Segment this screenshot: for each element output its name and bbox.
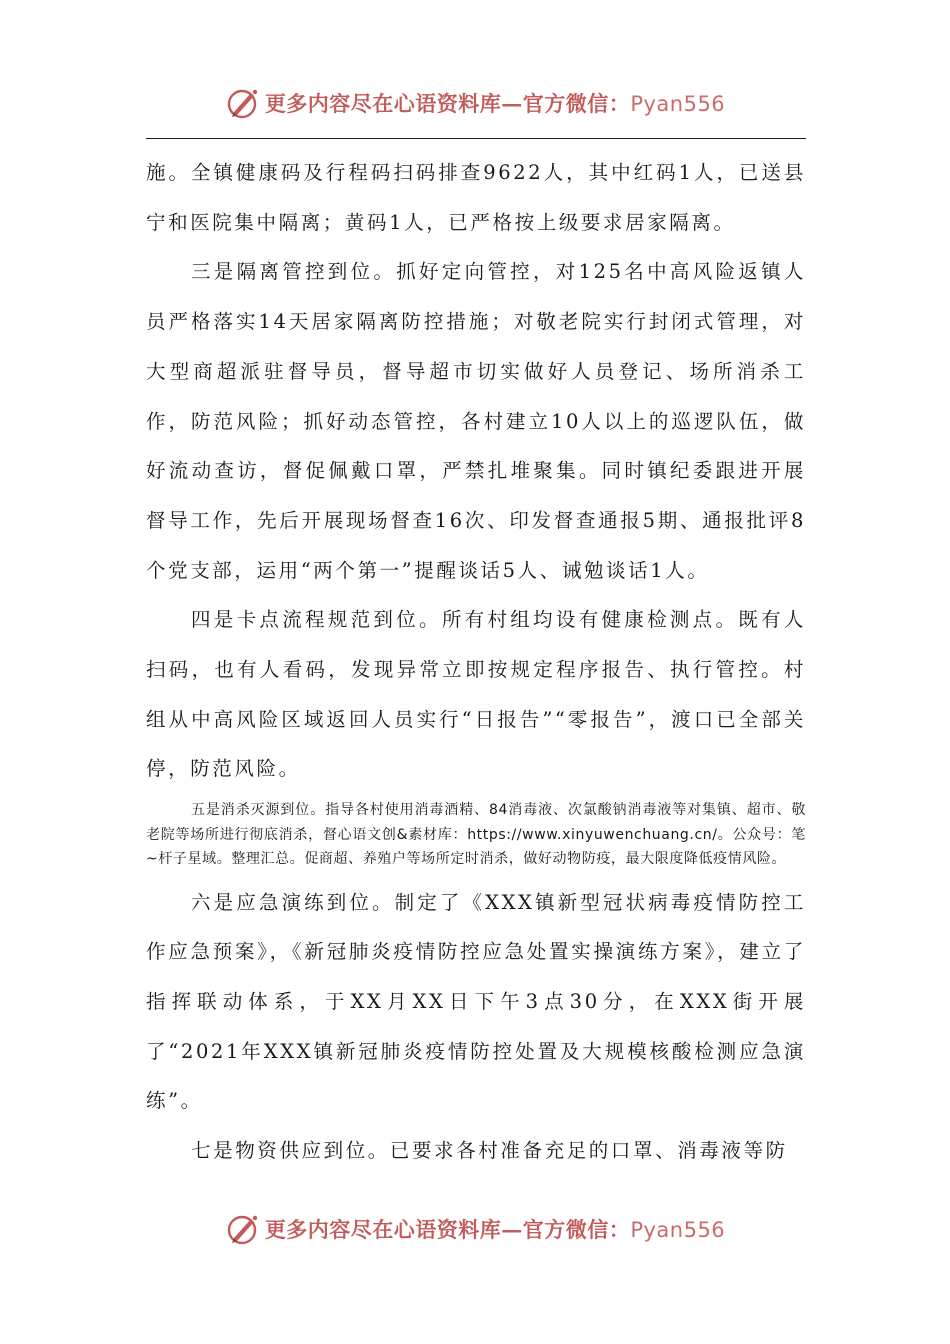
header-rule — [146, 138, 806, 139]
pen-logo-icon — [225, 1211, 261, 1247]
pen-logo-icon — [225, 85, 261, 121]
footer-watermark-text: 更多内容尽在心语资料库—官方微信： — [264, 1217, 631, 1242]
header-watermark-text: 更多内容尽在心语资料库—官方微信： — [264, 91, 631, 116]
footer-watermark — [0, 1204, 950, 1254]
paragraph-checkpoint-process: 四是卡点流程规范到位。所有村组均设有健康检测点。既有人扫码，也有人看码，发现异常立即按规定程序报告、执行管控。村组从中高风险区域返回人员实行“日报告”“零报告”，渡口已全部关停，防范风险。 — [146, 608, 806, 781]
paragraph-isolation-control: 三是隔离管控到位。抓好定向管控，对125名中高风险返镇人员严格落实14天居家隔离防控措施；对敬老院实行封闭式管理，对大型商超派驻督导员，督导超市切实做好人员登记、场所消杀工作，防范风险；抓好动态管控，各村建立10人以上的巡逻队伍，做好流动查访，督促佩戴口罩，严禁扎堆聚集。同时镇纪委跟进开展督导工作，先后开展现场督查16次、印发督查通报5期、通报批评8个党支部，运用“两个第一”提醒谈话5人、诫勉谈话1人。 — [146, 260, 806, 582]
document-body — [146, 148, 806, 1176]
paragraph-disinfection: 五是消杀灭源到位。指导各村使用消毒酒精、84消毒液、次氯酸钠消毒液等对集镇、超市、敬老院等场所进行彻底消杀，督心语文创&素材库：https://www.xinyuwenchuang.cn/。公众号：笔~杆子星域。整理汇总。促商超、养殖户等场所定时消杀，做好动物防疫，最大限度降低疫情风险。 — [146, 802, 806, 868]
header-watermark-handle: Pyan556 — [630, 92, 726, 116]
footer-watermark-handle: Pyan556 — [630, 1218, 726, 1242]
paragraph-continued: 施。全镇健康码及行程码扫码排查9622人，其中红码1人，已送县宁和医院集中隔离；黄码1人，已严格按上级要求居家隔离。 — [146, 161, 806, 234]
paragraph-emergency-drill: 六是应急演练到位。制定了《XXX镇新型冠状病毒疫情防控工作应急预案》，《新冠肺炎疫情防控应急处置实操演练方案》，建立了指挥联动体系，于XX月XX日下午3点30分，在XXX街开展了“2021年XXX镇新冠肺炎疫情防控处置及大规模核酸检测应急演练”。 — [146, 890, 806, 1113]
paragraph-supplies: 七是物资供应到位。已要求各村准备充足的口罩、消毒液等防 — [191, 1139, 788, 1163]
header-watermark — [0, 78, 950, 128]
